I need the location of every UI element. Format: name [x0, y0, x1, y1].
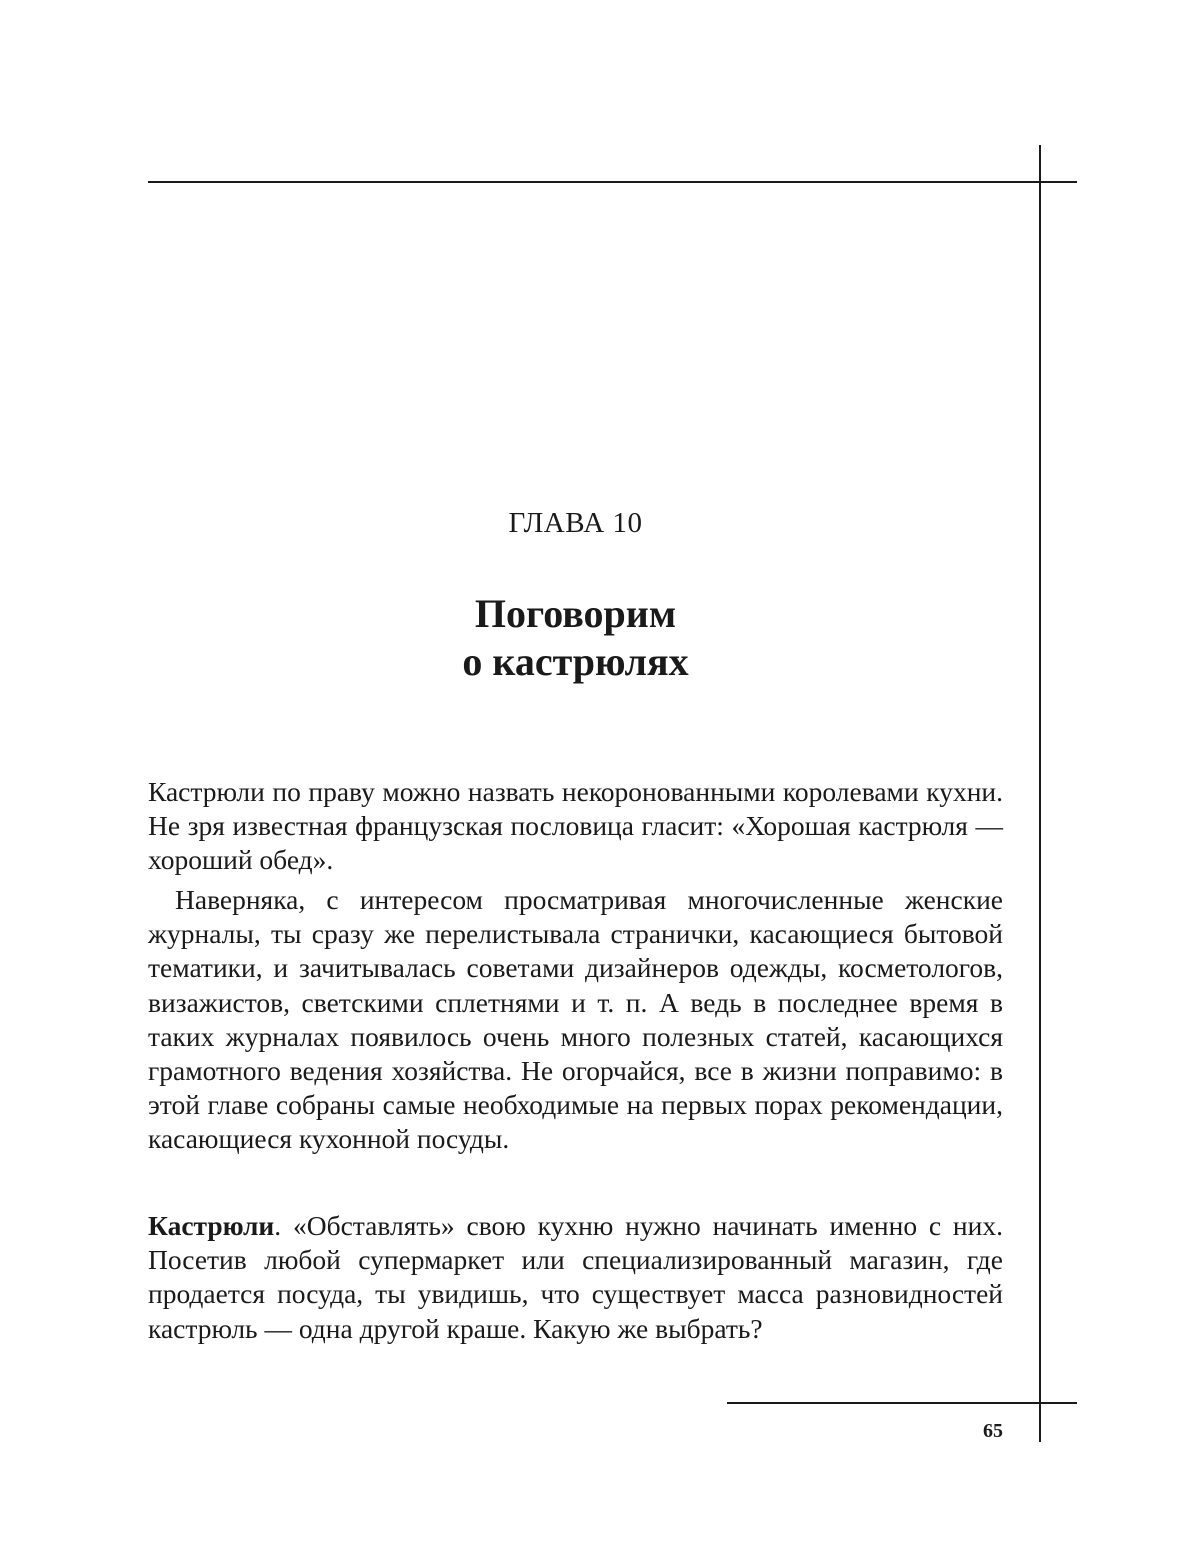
bottom-rule [727, 1402, 1077, 1404]
run-in-heading: Кастрюли [148, 1210, 275, 1241]
body-paragraph-1: Кастрюли по праву можно назвать некоронованными королевами кухни. Не зря известная французская пословица гласит: «Хорошая кастрюля — хороший обед». [148, 776, 1003, 876]
page-number: 65 [983, 1420, 1003, 1442]
chapter-title-line-1: Поговорим [474, 591, 677, 636]
paragraph-3-text: . «Обставлять» свою кухню нужно начинать именно с них. Посетив любой супермаркет или специализированный магазин, где продается посуда, ты увидишь, что существует масса разновидностей кастрюль — одна другой краше. Какую же выбрать? [148, 1210, 1003, 1344]
top-rule [148, 181, 1077, 183]
chapter-title [148, 590, 1003, 686]
chapter-label: ГЛАВА 10 [508, 507, 643, 539]
body-paragraph-3 [148, 1209, 1003, 1346]
right-margin-rule [1039, 145, 1041, 1442]
body-paragraph-2: Наверняка, с интересом просматривая многочисленные женские журналы, ты сразу же перелистывала странички, касающиеся бытовой тематики, и зачитывалась советами дизайнеров одежды, косметологов, визажистов, светскими сплетнями и т. п. А ведь в последнее время в таких журналах появилось очень много полезных статей, касающихся грамотного ведения хозяйства. Не огорчайся, все в жизни поправимо: в этой главе собраны самые необходимые на первых порах рекомендации, касающиеся кухонной посуды. [148, 884, 1003, 1155]
chapter-title-line-2: о кастрюлях [462, 639, 689, 684]
